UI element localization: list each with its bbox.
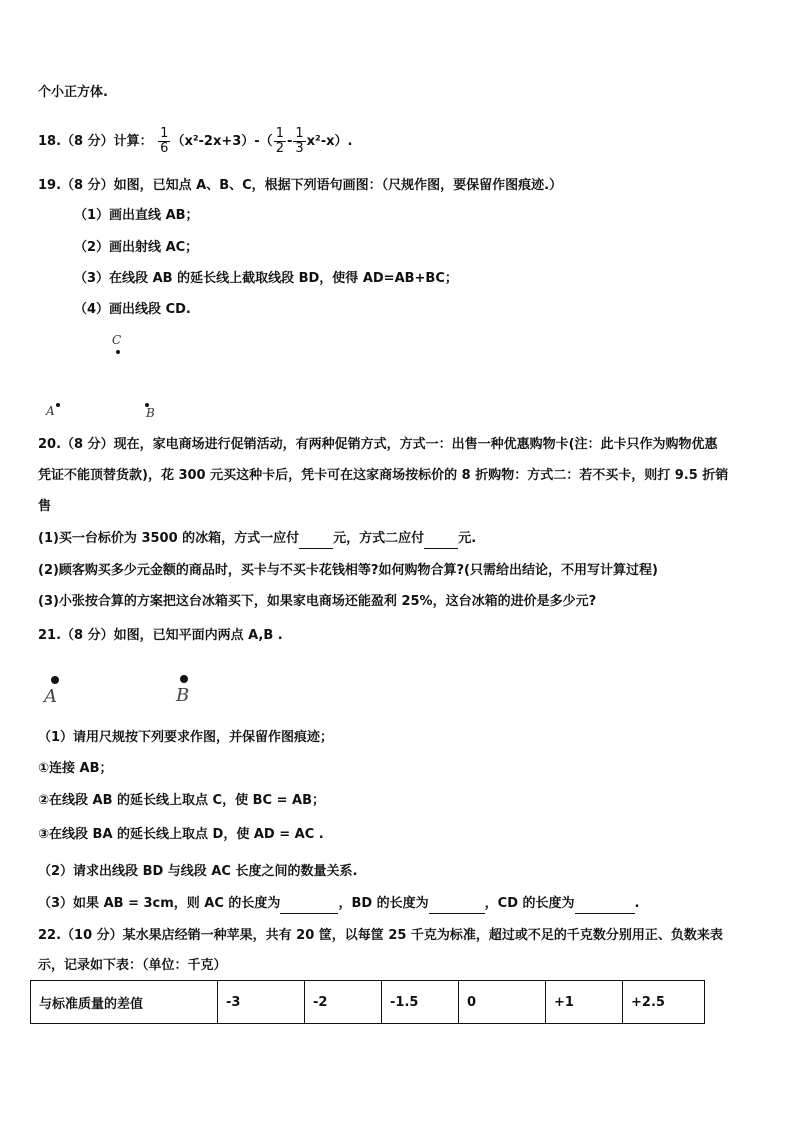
q21-part3-text-c: ，CD 的长度为 [484,896,575,911]
q18-expression-1: （x²-2x+3）-（ [171,134,273,149]
q19-item-2: （2）画出射线 AC； [74,240,199,255]
q18-expression-2: x²-x）. [306,134,353,149]
point-a-large [51,676,59,684]
q21-step-2: ②在线段 AB 的延长线上取点 C，使 BC = AB； [38,793,325,808]
q20-sub1-text-b: 元，方式二应付 [333,531,425,546]
intro-fragment: 个小正方体. [38,85,108,100]
point-a [56,403,60,407]
point-a-label: A [46,404,55,418]
q20-answer-blank-1[interactable] [299,530,333,549]
q21-part3-text-b: ，BD 的长度为 [338,896,429,911]
table-header-cell: 与标准质量的差值 [31,981,218,1024]
table-cell: -3 [218,981,305,1024]
q19-item-4: （4）画出线段 CD. [74,302,191,317]
q18-fraction-1: $\frac{1}{6}$ [160,126,169,156]
q21-step-3: ③在线段 BA 的延长线上取点 D，使 AD = AC . [38,827,324,842]
q18-fraction-2: $\frac{1}{2}$ [275,126,284,156]
q19-item-1: （1）画出直线 AB； [74,208,199,223]
question-21-stem: 21.（8 分）如图，已知平面内两点 A,B . [38,628,283,643]
point-b-label: B [146,406,155,420]
q21-part3-text-a: （3）如果 AB = 3cm，则 AC 的长度为 [38,896,281,911]
q21-part3-text-d: . [634,896,640,911]
table-cell: 0 [459,981,546,1024]
table-cell: -1.5 [382,981,459,1024]
q18-fraction-3: $\frac{1}{3}$ [295,126,304,156]
q21-part-3 [38,895,639,914]
question-22-line-1: 22.（10 分）某水果店经销一种苹果，共有 20 筐，以每筐 25 千克为标准，超过或不足的千克数分别用正、负数来表 [38,928,723,943]
table-cell: -2 [305,981,382,1024]
q18-number: 18. [38,134,62,149]
q19-item-3: （3）在线段 AB 的延长线上截取线段 BD，使得 AD=AB+BC； [74,271,458,286]
question-20-line-3: 售 [38,499,52,514]
q20-sub-3: (3)小张按合算的方案把这台冰箱买下，如果家电商场还能盈利 25%，这台冰箱的进价是多少元? [38,594,597,609]
q20-sub-1 [38,530,476,549]
table-cell: +1 [546,981,623,1024]
q21-answer-blank-cd[interactable] [575,895,635,914]
q18-score: （8 分） [61,134,114,149]
point-c [116,350,120,354]
question-18 [38,124,352,160]
q20-answer-blank-2[interactable] [424,530,458,549]
question-20-line-1: 20.（8 分）现在，家电商场进行促销活动，有两种促销方式，方式一：出售一种优惠购物卡(注：此卡只作为购物优惠 [38,437,718,452]
q21-answer-blank-ac[interactable] [280,895,338,914]
question-20-line-2: 凭证不能顶替货款)，花 300 元买这种卡后，凭卡可在这家商场按标价的 8 折购物：方式二：若不买卡，则打 9.5 折销 [38,468,729,483]
point-b-large-label: B [176,685,190,706]
q21-part-2: （2）请求出线段 BD 与线段 AC 长度之间的数量关系. [38,864,358,879]
q18-minus: - [286,134,293,149]
question-19-stem: 19.（8 分）如图，已知点 A、B、C，根据下列语句画图：（尺规作图，要保留作图痕迹.） [38,178,563,193]
point-c-label: C [112,333,122,347]
point-a-large-label: A [44,686,57,707]
table-cell: +2.5 [623,981,705,1024]
q20-sub-2: (2)顾客购买多少元金额的商品时，买卡与不买卡花钱相等?如何购物合算?(只需给出结论，不用写计算过程) [38,563,658,578]
q20-sub1-text-c: 元. [458,531,477,546]
q21-part-1: （1）请用尺规按下列要求作图，并保留作图痕迹； [38,730,334,745]
question-22-line-2: 示，记录如下表：（单位：千克） [38,958,227,973]
q21-step-1: ①连接 AB； [38,761,113,776]
table-row [31,981,705,1024]
q18-prefix: 计算： [113,134,153,149]
weight-difference-table [30,980,705,1024]
q21-answer-blank-bd[interactable] [429,895,485,914]
point-b-large [180,675,188,683]
q20-sub1-text-a: (1)买一台标价为 3500 的冰箱，方式一应付 [38,531,300,546]
